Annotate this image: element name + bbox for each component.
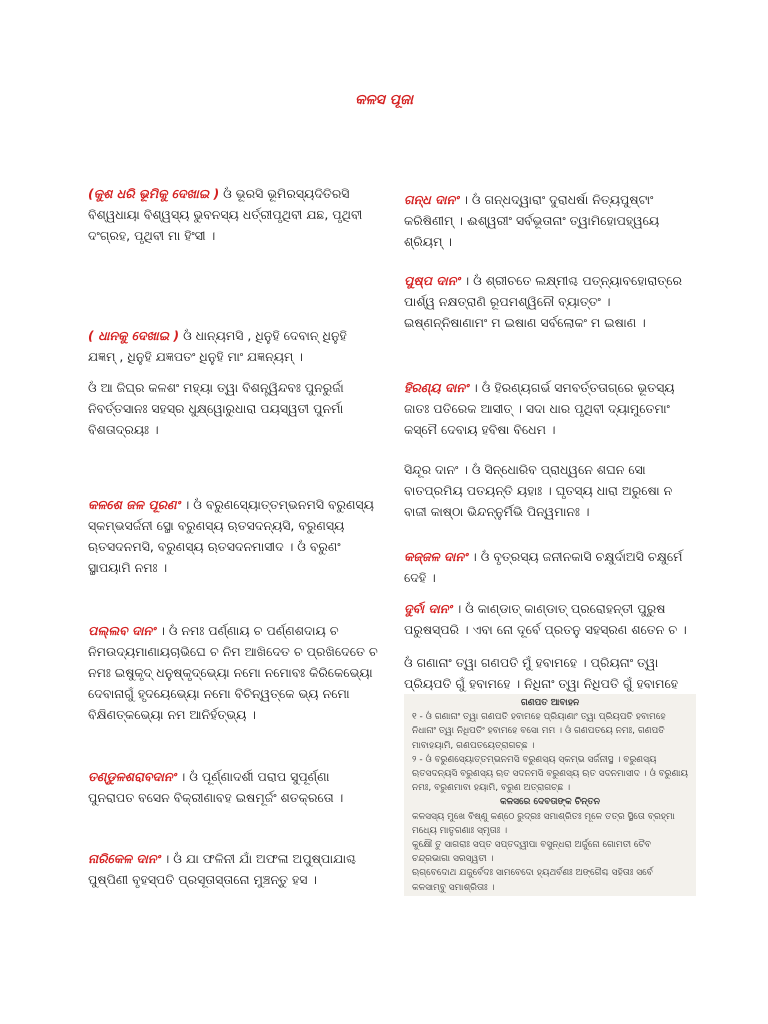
- mantra-sindura: [404, 459, 694, 522]
- mantra-kalasha: [88, 377, 378, 440]
- mantra-pallava: [88, 620, 378, 725]
- mantra-heading: ପୁଷ୍ପ ଦାନଂ: [404, 273, 460, 288]
- mantra-heading: ନାରିକେଳ ଦାନଂ: [88, 851, 160, 866]
- mantra-gandha: [404, 189, 694, 252]
- scanned-excerpt: [404, 694, 696, 896]
- mantra-kajjala: [404, 546, 694, 588]
- mantra-heading: ତଣ୍ଡୁଳଶରାବଦାନଂ: [88, 769, 176, 784]
- mantra-text: । ଓଁ ଶ୍ରୀଚତେ ଲକ୍ଷ୍ମୀଶ୍ଚ ପତ୍ନ୍ୟାବହୋରାତ୍ରେ ପାର୍ଶ୍ୱ ନକ୍ଷତ୍ରାଣି ରୂପମଶ୍ୱିନୌ ବ୍ୟାତ୍ତଂ । ଇଷ୍ଣନ୍ନିଷାଣାମଂ ମ ଇଷାଣ ସର୍ବଲୋକଂ ମ ଇଷାଣ ।: [404, 273, 682, 330]
- mantra-text: । ଓଁ ଯା ଫଳିନୀ ଯାଁ ଅଫଳା ଅପୁଷ୍ପାଯାଶ୍ଚ ପୁଷ୍ପିଣୀ ବୃହସ୍ପତି ପ୍ରସୂତାସ୍ତାନୋ ମୁଞ୍ଚନ୍ତୁ ହସ ।: [88, 851, 357, 887]
- mantra-text: । ଓଁ ପୂର୍ଣ୍ଣାଦର୍ଶୀ ପରାପ ସୁପୂର୍ଣ୍ଣା ପୁନରାପତ ବସେନ ବିକ୍ରୀଣାବହ ଇଷମୂର୍ଜଂ ଶତକ୍ରତୋ ।: [88, 769, 344, 805]
- mantra-text: । ଓଁ ବରୁଣସ୍ୟୋତ୍ତମ୍ଭନମସି ବରୁଣସ୍ୟ ସ୍କମ୍ଭସର୍ଜନୀ ସ୍ଥୋ ବରୁଣସ୍ୟ ଋତସଦନ୍ୟସି, ବରୁଣସ୍ୟ ଋତସଦନମସି, ବରୁଣସ୍ୟ ଋତସଦନମାସୀଦ । ଓଁ ବରୁଣଂ ସ୍ଥାପୟାମି ନମଃ ।: [88, 497, 374, 575]
- mantra-text: ଓଁ ଗଣାନାଂ ତ୍ୱା ଗଣପତି ମୁଁ ହବାମହେ । ପ୍ରିୟନାଂ ତ୍ୱା ପ୍ରିୟପତି ଗୁଁ ହବାମହେ । ନିଧିନାଂ ତ୍ୱା ନିଧିପତି ଗୁଁ ହବାମହେ: [404, 655, 679, 691]
- mantra-text: । ଓଁ ଗନ୍ଧଦ୍ୱାରାଂ ଦୁରାଧର୍ଷା ନିତ୍ୟପୁଷ୍ଟାଂ କରିଷିଣୀମ୍ । ଈଶ୍ୱରୀଂ ସର୍ବଭୂତାନାଂ ତ୍ୱାମିହୋପହ୍ୱୟେ ଶ୍ରିୟମ୍ ।: [404, 192, 660, 249]
- mantra-text: ଓଁ ଆ ଜିଘ୍ର କଳଶଂ ମହ୍ୟା ତ୍ୱା ବିଶନ୍ତ୍ୱିନ୍ଦବଃ ପୁନରୁର୍ଜା ନିବର୍ତ୍ତସାନଃ ସହସ୍ର ଧୁକ୍ଷ୍ୱୋରୁଧାରା ପୟସ୍ୱତୀ ପୁନର୍ମା ବିଶତାଦ୍ରୟଃ ।: [88, 380, 344, 437]
- scan-line: ୧ - ଓଁ ଗଣାନାଂ ତ୍ୱା ଗଣପତି ହବାମହେ ପ୍ରିୟାଣାଂ ତ୍ୱା ପ୍ରିୟପତି ହବାମହେ ନିଧାନାଂ ତ୍ୱା ନିଧିପତିଂ ହବାମହେ ବସୋ ମମ । ଓଁ ଗଣପତୟେ ନମଃ, ଗଣପତି ମାବାହୟାମି, ଗଣପତୟେତ୍ରାଗଚ୍ଛ ।: [412, 712, 666, 751]
- mantra-heading: (କୁଶ ଧରି ଭୂମିକୁ ଦେଖାଇ ): [88, 186, 220, 201]
- mantra-kusha: [88, 183, 378, 246]
- mantra-heading: ହିରଣ୍ୟ ଦାନଂ: [404, 380, 469, 395]
- mantra-narikela: [88, 848, 378, 890]
- mantra-text: ଓଁ ଧାନ୍ୟମସି , ଧିନୁହି ଦେବାନ୍ ଧିନୁହି ଯଜ୍ଞମ୍ , ଧିନୁହି ଯଜ୍ଞପତଂ ଧିନୁହି ମାଂ ଯଜ୍ଞନ୍ୟମ୍ ।: [88, 328, 347, 364]
- mantra-text: । ଓଁ ହିରଣ୍ୟଗର୍ଭ ସମବର୍ତ୍ତତାଗ୍ରେ ଭୂତସ୍ୟ ଜାତଃ ପତିରେକ ଆସୀତ୍ । ସଦା ଧାର ପୃଥିବୀ ଦ୍ୟାମୁତେମାଂ କସ୍ମୈ ଦେବାୟ ହବିଷା ବିଧେମ ।: [404, 380, 675, 437]
- mantra-heading: କଳଶେ ଜଳ ପୂରଣଂ: [88, 497, 180, 512]
- mantra-text: । ଓଁ କାଣ୍ଡାତ୍ କାଣ୍ଡାତ୍ ପ୍ରରୋହନ୍ତୀ ପୁରୁଷ ପରୁଷସ୍ପରି । ଏବା ନୋ ଦୂର୍ବେ ପ୍ରତନୁ ସହସ୍ରଣ ଶତେନ ଚ ।: [404, 601, 687, 637]
- mantra-jala-purana: [88, 494, 378, 578]
- mantra-heading: ଦୁର୍ବା ଦାନଂ: [404, 601, 452, 616]
- scan-subtitle: କଳସରେ ଦେବତାଙ୍କ ଚିନ୍ତନ: [500, 797, 600, 808]
- mantra-text: ସିନ୍ଦୂର ଦାନଂ । ଓଁ ସିନ୍ଧୋରିବ ପ୍ରାଧ୍ୱନେ ଶଘନ ସୋ ବାତପ୍ରମିୟ ପତୟନ୍ତି ୟହାଃ । ଘୃତସ୍ୟ ଧାରା ଅରୁଷୋ ନ ବାଜୀ କାଷ୍ଠା ଭିନ୍ଦନ୍ନୁର୍ମିଭି ପିନ୍ୱମାନଃ ।: [404, 462, 673, 519]
- scan-title: ଗଣପତ ଆବାହନ: [520, 698, 580, 708]
- mantra-hiranya: [404, 377, 694, 440]
- mantra-text: ଓଁ ଭୂରସି ଭୂମିରସ୍ୟଦିତିରସି ବିଶ୍ୱଧାୟା ବିଶ୍ୱସ୍ୟ ଭୁବନସ୍ୟ ଧର୍ତ୍ରୀପୃଥିବୀ ଯଛ, ପୃଥିବୀ ଦଂଗ୍ରହ, ପୃଥିବୀ ମା ହିଂସୀ ।: [88, 186, 363, 243]
- mantra-heading: ଗନ୍ଧ ଦାନଂ: [404, 192, 459, 207]
- scan-line: ୨ - ଓଁ ବରୁଣସ୍ୟୋତ୍ତମ୍ଭନମସି ବରୁଣସ୍ୟ ସ୍କମ୍ଭ ସର୍ଜନୀସ୍ଥ । ବରୁଣସ୍ୟ ଋତସଦନ୍ୟସି ବରୁଣସ୍ୟ ଋତ ସଦନମସି ବରୁଣସ୍ୟ ଋତ ସଦନମାସୀଦ । ଓଁ ବରୁଣାୟ ନମଃ, ବରୁଣମାବା ହୟାମି, ବରୁଣ ଅତ୍ରାଗଚ୍ଛ ।: [412, 754, 688, 794]
- mantra-heading: ( ଧାନକୁ ଦେଖାଇ ): [88, 328, 180, 343]
- scan-line: କୁକ୍ଷୌ ତୁ ସାଗରାଃ ସପ୍ତ ସପ୍ତଦ୍ୱୀପା ବସୁନ୍ଧରା ଅର୍ଜୁନୋ ଗୋମତୀ ଚୈବ ଚନ୍ଦ୍ରଭାଗା ସରସ୍ୱତୀ ।: [412, 840, 651, 865]
- mantra-durba: [404, 598, 694, 640]
- scan-line: ଋଗ୍ବେଦୋଥ ଯଜୁର୍ବେଦଃ ସାମବେଦୋ ହ୍ୟଥର୍ବଣଃ ଅଙ୍ଗୈଶ୍ଚ ସହିତାଃ ସର୍ବେ କଳସାମ୍ବୁ ସମାଶ୍ରିତାଃ ।: [412, 868, 653, 893]
- page-title: କଳସ ପୂଜା: [355, 92, 413, 108]
- mantra-dhana: [88, 325, 378, 367]
- mantra-text: । ଓଁ ନମଃ ପର୍ଣ୍ଣାୟ ଚ ପର୍ଣ୍ଣଶଦାୟ ଚ ନିମଉଦ୍ୟମାଣାୟଚାଭିଘେ ଚ ନିମ ଆଖିଦେତ ଚ ପ୍ରଖିଦେତେ ଚ ନମଃ ଇଷୁକୃଦ୍ ଧନୁଷ୍କୃଦ୍‌ଭ୍ୟୋ ନମୋ ନମୋବଃ କିରିକେଭ୍ୟୋ ଦେବାନାଗୁଁ ହୃଦୟେଭ୍ୟୋ ନମୋ ବିଚିନ୍ୱତ୍କେ ଭ୍ୟ ନମୋ ବିକ୍ଷିଣତ୍କଭ୍ୟୋ ନମ ଆନିର୍ହତ୍ଭ୍ୟ ।: [88, 623, 378, 722]
- mantra-pushpa: [404, 270, 694, 333]
- mantra-heading: ପଲ୍ଲବ ଦାନଂ: [88, 623, 156, 638]
- scan-line: କଳସସ୍ୟ ମୁଖେ ବିଷ୍ଣୁ କଣ୍ଠେ ରୁଦ୍ରଃ ସମାଶ୍ରିତଃ ମୂଳେ ତତ୍ର ସ୍ଥିତୋ ବ୍ରହ୍ମା ମଧ୍ୟେ ମାତୃଗଣାଃ ସ୍ମୃତାଃ ।: [412, 811, 675, 836]
- mantra-tandula: [88, 766, 378, 808]
- mantra-text: । ଓଁ ବୃତ୍ରସ୍ୟ ଜନୀନକାସି ଚକ୍ଷୁର୍ଦାଅସି ଚକ୍ଷୁର୍ମେ ଦେହି ।: [404, 549, 683, 585]
- mantra-heading: କଜ୍ଜଳ ଦାନଂ: [404, 549, 468, 564]
